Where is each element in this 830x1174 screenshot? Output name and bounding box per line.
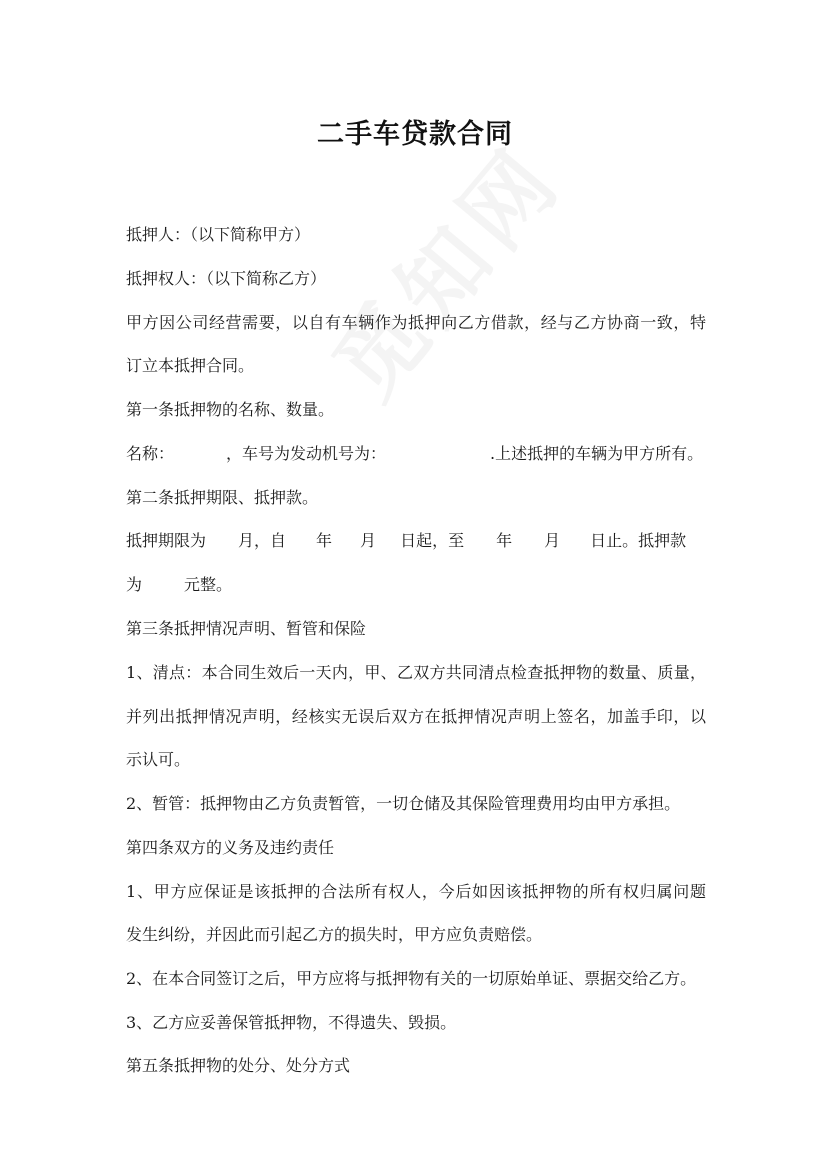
amount-prefix: 为 (126, 575, 143, 594)
start-month: 月 (360, 531, 377, 550)
clause-3-1-line-2: 并列出抵押情况声明，经核实无误后双方在抵押情况声明上签名，加盖手印，以 (126, 707, 706, 726)
pledgor-line: 抵押人：（以下简称甲方） (126, 225, 311, 244)
article-3-heading: 第三条抵押情况声明、暂管和保险 (126, 619, 367, 638)
clause-4-3: 3、乙方应妥善保管抵押物，不得遗失、毁损。 (126, 1013, 457, 1032)
intro-paragraph-line-2: 订立本抵押合同。 (126, 356, 255, 375)
start-year: 年 (316, 531, 333, 550)
ownership-statement: .上述抵押的车辆为甲方所有。 (490, 444, 704, 463)
intro-paragraph-line-1: 甲方因公司经营需要，以自有车辆作为抵押向乙方借款，经与乙方协商一致，特 (126, 313, 706, 332)
clause-3-2: 2、暂管：抵押物由乙方负责暂管，一切仓储及其保险管理费用均由甲方承担。 (126, 794, 681, 813)
clause-4-2: 2、在本合同签订之后，甲方应将与抵押物有关的一切原始单证、票据交给乙方。 (126, 969, 697, 988)
watermark (300, 115, 586, 421)
page-title: 二手车贷款合同 (317, 119, 513, 150)
article-4-heading: 第四条双方的义务及违约责任 (126, 838, 335, 857)
vehicle-name-line (126, 441, 703, 464)
pledge-term-line (126, 528, 686, 551)
pledge-amount-line (126, 572, 232, 595)
end-day-and-amount-label: 日止。抵押款 (590, 531, 687, 550)
term-label: 抵押期限为 (126, 531, 207, 550)
clause-4-1-line-1: 1、甲方应保证是该抵押的合法所有权人，今后如因该抵押物的所有权归属问题 (126, 882, 706, 901)
clause-4-1-line-2: 发生纠纷，并因此而引起乙方的损失时，甲方应负责赔偿。 (126, 925, 543, 944)
article-2-heading: 第二条抵押期限、抵押款。 (126, 488, 319, 507)
end-year: 年 (496, 531, 513, 550)
article-5-heading: 第五条抵押物的处分、处分方式 (126, 1056, 351, 1075)
name-label: 名称： (126, 444, 175, 463)
clause-3-1-line-3: 示认可。 (126, 750, 191, 769)
term-month: 月，自 (238, 531, 287, 550)
amount-suffix: 元整。 (184, 575, 233, 594)
clause-3-1-line-1: 1、清点：本合同生效后一天内，甲、乙双方共同清点检查抵押物的数量、质量， (126, 663, 706, 682)
article-1-heading: 第一条抵押物的名称、数量。 (126, 400, 335, 419)
pledgee-line: 抵押权人：（以下简称乙方） (126, 269, 327, 288)
end-month: 月 (544, 531, 561, 550)
plate-engine-label: ，车号为发动机号为： (226, 444, 387, 463)
start-day: 日起，至 (400, 531, 465, 550)
